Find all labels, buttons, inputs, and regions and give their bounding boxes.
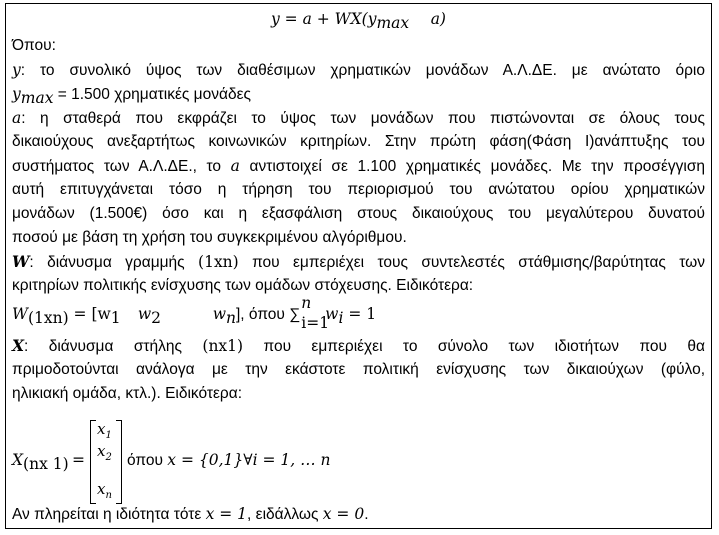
last-line-end: . [364, 506, 369, 523]
ymax-text: = 1.500 χρηματικές μονάδες [53, 86, 251, 103]
a-line-3 [12, 156, 705, 177]
x-eq-eq: = [72, 451, 85, 469]
ymax-definition [12, 84, 705, 108]
a-line-1 [12, 108, 705, 129]
w-eq-wn-sub: n [226, 309, 236, 328]
x-line-1-post: που εμπεριέχει το σύνολο των ιδιοτήτων που θα [243, 338, 705, 355]
a-var: a [12, 109, 22, 127]
x-eq-where: όπου [127, 452, 168, 469]
y-var: y [12, 61, 21, 79]
w-eq-lhs-sub: (1xn) [27, 309, 69, 328]
x-eq-lhs: X [12, 451, 24, 469]
x-eq-lhs-sub: (nx 1) [23, 455, 69, 474]
ymax-var: y [12, 85, 21, 103]
x-line-1 [12, 336, 705, 357]
w-line-1 [12, 252, 705, 273]
x-eq-lhs-group [12, 450, 69, 474]
a-line-3-var: a [230, 157, 240, 175]
w-eq-wi-sub: i [338, 309, 344, 328]
last-line-eq1: x = 1 [205, 505, 248, 523]
w-eq-w1-sub: 1 [110, 309, 121, 328]
matrix-right-bracket [116, 420, 122, 504]
y-definition [12, 60, 705, 81]
matrix-xn: x [97, 480, 106, 498]
a-line-5: μονάδων (1.500€) όσο και η εξασφάλιση στους δικαιούχους του μεγαλύτερου δυνατού [12, 205, 705, 222]
w-eq-w2-sub: 2 [151, 309, 162, 328]
w-line-1-post: που εμπεριέχει τους συντελεστές στάθμισης/βαρύτητας των [238, 254, 705, 271]
x-var: X [12, 336, 25, 355]
a-line-3-pre: συστήματος των Α.Λ.ΔΕ., το [12, 158, 231, 175]
matrix-x1-sub: 1 [105, 430, 112, 441]
a-line-2: δικαιούχους ανεξαρτήτως κοινωνικών κριτηρίων. Στην πρώτη φάση(Φάση Ι)ανάπτυξης του [12, 133, 705, 150]
matrix-x1: x [97, 420, 106, 438]
last-line [12, 504, 705, 525]
x-line-3: ηλικιακή ομάδα, κτλ.). Ειδικότερα: [12, 385, 242, 402]
formula-main: y = a + WX(y [271, 10, 377, 28]
w-line-1-dim: (1xn) [198, 253, 239, 271]
w-eq-rhs: = [w [68, 305, 111, 323]
w-eq-wn: w [212, 305, 227, 323]
x-line-1-dim: (nx1) [202, 337, 244, 355]
a-line-6: ποσού με βάση τη χρήση του συγκεκριμένου αλγόριθμου. [12, 229, 407, 246]
last-line-mid: , ειδάλλως [247, 506, 323, 523]
matrix-xn-sub: n [105, 490, 112, 501]
y-def-text: : το συνολικό ύψος των διαθέσιμων χρηματικών μονάδων Α.Λ.ΔΕ. με ανώτατο όριο [20, 62, 705, 79]
w-equation: $W_{(1xn)} = [w_1$ $w_2$ $w_n$], όπου ∑ n i=1 $w_i = 1$ [12, 294, 377, 332]
matrix-cell-x2 [97, 442, 112, 463]
column-matrix [90, 420, 122, 504]
matrix-cell-xn [97, 480, 112, 501]
last-line-eq2: x = 0 [322, 505, 365, 523]
formula-max-sub: max [376, 14, 410, 33]
x-line-2: πριμοδοτούνται ανάλογα με την εκάστοτε πολιτική ενίσχυσης των δικαιούχων (φύλο, [12, 361, 705, 378]
a-line-4: αυτή επιτυγχάνεται τόσο η τήρηση του περιορισμού του ανώτατου ορίου χρηματικών [12, 181, 705, 198]
x-eq-condition [127, 450, 331, 471]
w-line-1-pre: : διάνυσμα γραμμής [29, 254, 199, 271]
formula-tail: a) [430, 10, 446, 28]
main-formula [12, 9, 705, 33]
x-eq-equals [72, 450, 85, 471]
x-line-1-pre: : διάνυσμα στήλης [24, 338, 203, 355]
w-var: W [12, 252, 30, 271]
matrix-x2: x [97, 442, 106, 460]
w-eq-end: = 1 [343, 305, 377, 323]
a-line-3-post: αντιστοιχεί σε 1.100 χρηματικές μονάδες. Με την προσέγγιση [239, 158, 706, 175]
last-line-pre: Αν πληρείται η ιδιότητα τότε [12, 506, 206, 523]
document-frame [5, 3, 712, 529]
w-eq-lhs: W [12, 305, 28, 323]
matrix-left-bracket [90, 420, 96, 504]
matrix-cell-x1 [97, 420, 112, 441]
opou-label: Όπου: [12, 37, 56, 54]
a-line-1-text: : η σταθερά που εκφράζει το ύψος των μονάδων που πιστώνονται σε όλους τους [21, 110, 705, 127]
w-eq-sum-tail: w [320, 305, 339, 323]
x-eq-cond: x = {0,1}∀i = 1, … n [167, 451, 331, 469]
matrix-x2-sub: 2 [105, 452, 112, 463]
w-eq-w2: w [137, 305, 152, 323]
ymax-sub: max [20, 89, 54, 108]
w-eq-close: ], όπου ∑ [236, 306, 301, 323]
w-line-2: κριτηρίων πολιτικής ενίσχυσης των ομάδων στόχευσης. Ειδικότερα: [12, 277, 474, 294]
